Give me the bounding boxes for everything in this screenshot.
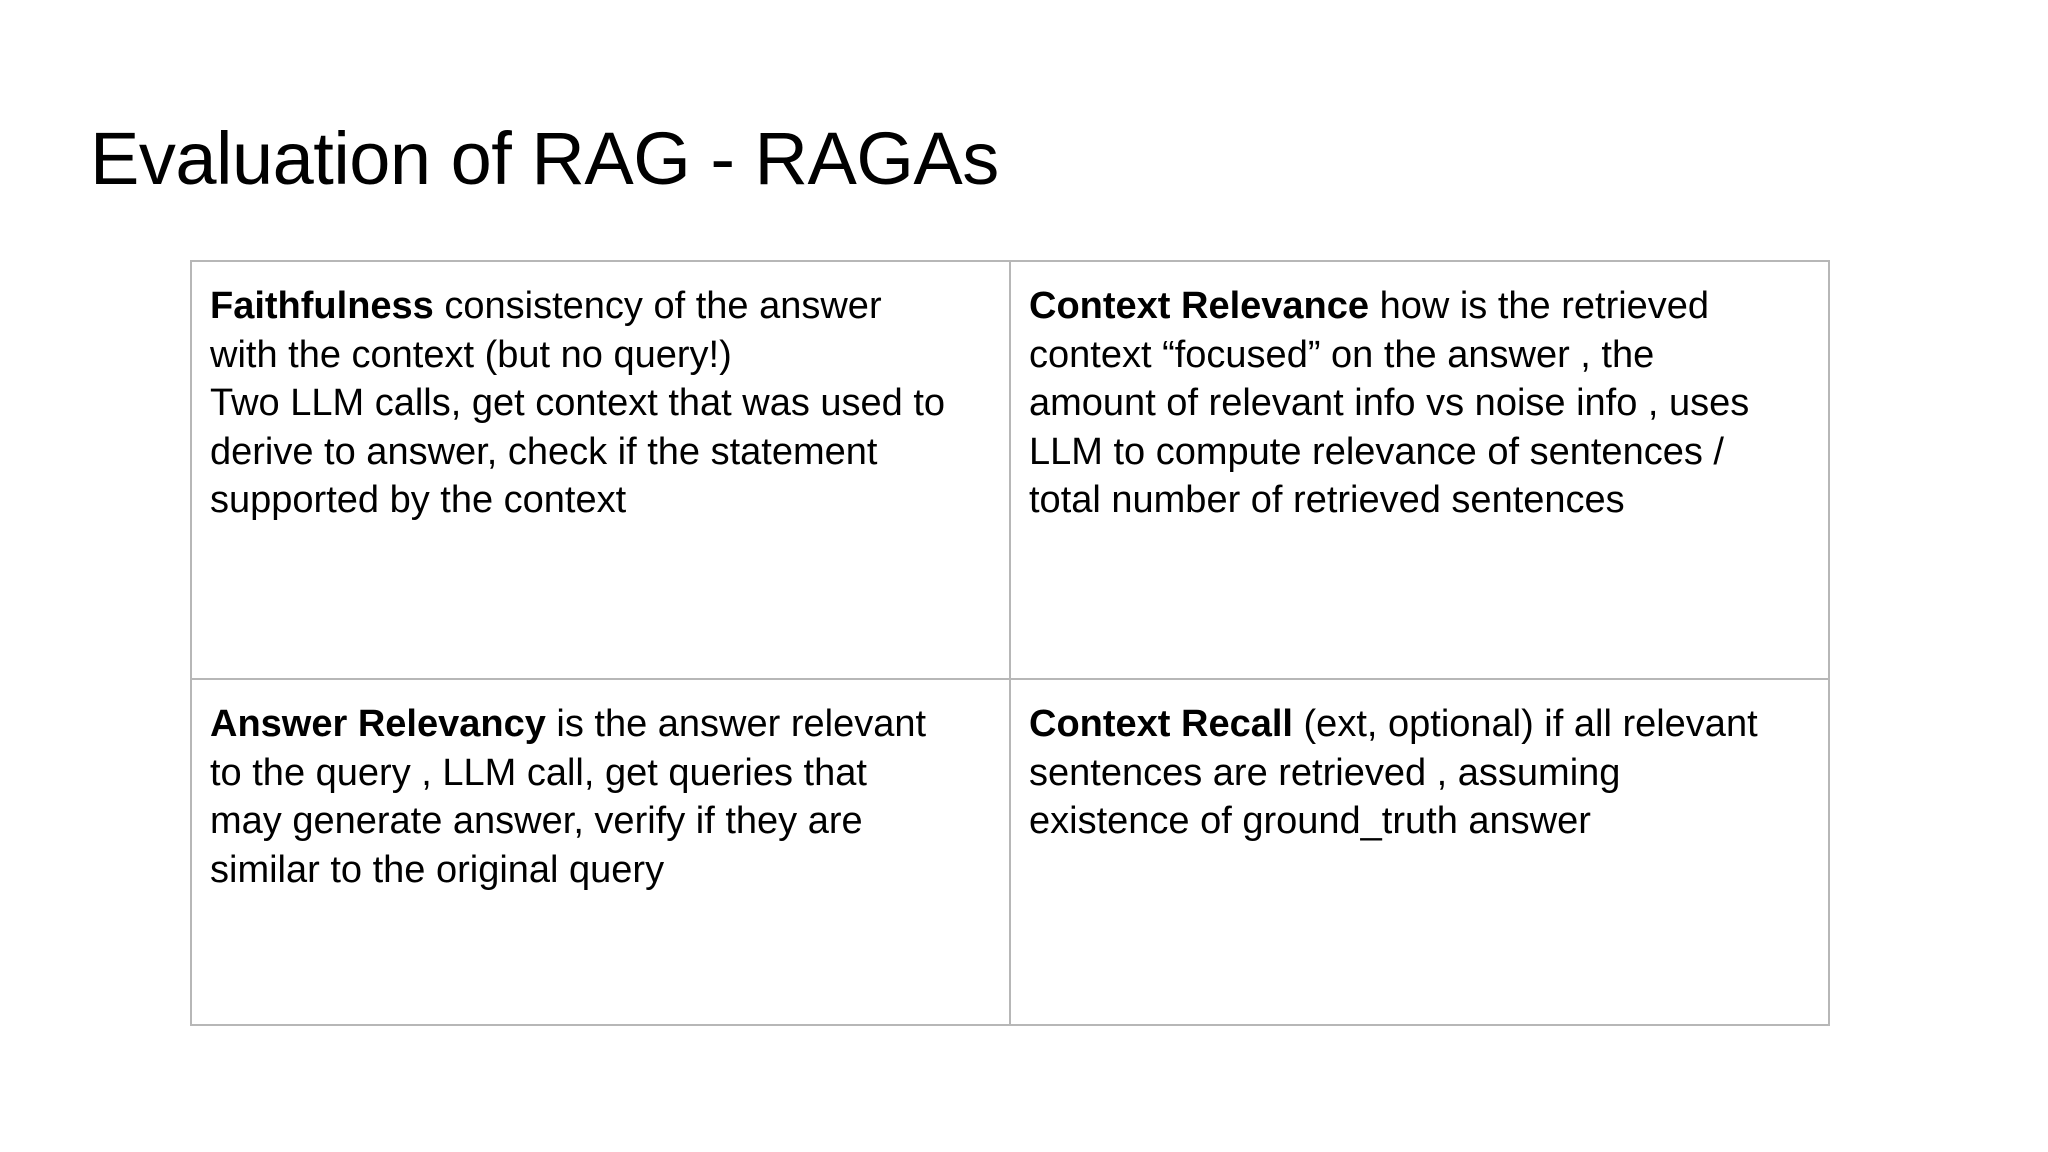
metric-text: (ext, optional) if all relevant [1292,703,1758,745]
table-row [191,261,1829,679]
metrics-table [190,260,1830,1026]
slide-title: Evaluation of RAG - RAGAs [90,117,999,200]
metric-name: Context Recall [1029,703,1293,745]
metric-line: total number of retrieved sentences [1029,479,1625,521]
metric-line: to the query , LLM call, get queries that [210,751,867,794]
metric-cell-context-relevance [1010,261,1829,679]
metric-line [1029,700,1810,749]
metric-name: Answer Relevancy [210,703,546,745]
metric-line: with the context (but no query!) [210,333,732,376]
metric-line [210,282,991,331]
metric-line: LLM to compute relevance of sentences / [1029,430,1724,473]
metric-text: is the answer relevant [545,703,927,745]
metric-name: Context Relevance [1029,285,1370,327]
metric-cell-faithfulness [191,261,1010,679]
metric-line: amount of relevant info vs noise info , uses [1029,382,1750,424]
metric-cell-answer-relevancy [191,679,1010,1025]
metric-line [1029,282,1810,331]
metric-line: context “focused” on the answer , the [1029,333,1655,376]
metric-line: supported by the context [210,479,627,521]
metric-line: derive to answer, check if the statement [210,430,878,473]
metric-name: Faithfulness [210,285,434,327]
metric-text: how is the retrieved [1369,285,1710,327]
metric-line: Two LLM calls, get context that was used to [210,382,946,424]
table-row [191,679,1829,1025]
metric-cell-context-recall [1010,679,1829,1025]
metric-line: sentences are retrieved , assuming [1029,751,1621,794]
metric-line: may generate answer, verify if they are [210,800,863,842]
metric-line: similar to the original query [210,848,665,891]
metric-line: existence of ground_truth answer [1029,800,1591,842]
metric-line [210,700,991,749]
metric-text: consistency of the answer [433,285,882,327]
